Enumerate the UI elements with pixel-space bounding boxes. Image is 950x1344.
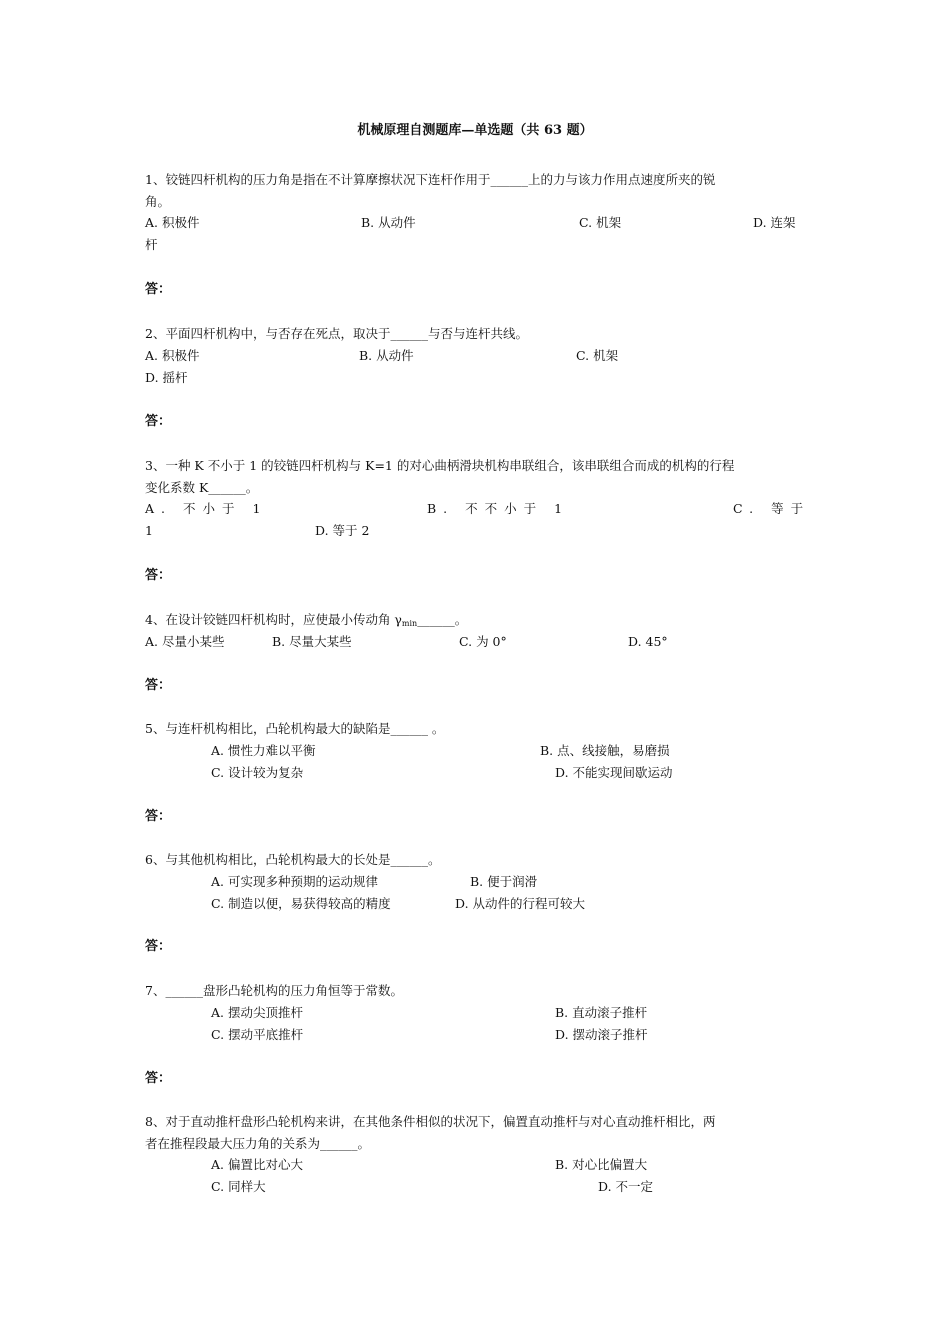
q6-option-d: D. 从动件的行程可较大 — [455, 896, 586, 911]
q4-option-b: B. 尽量大某些 — [272, 634, 352, 649]
q2-option-b: B. 从动件 — [359, 348, 414, 363]
q7-option-d: D. 摆动滚子推杆 — [555, 1027, 648, 1042]
q7-option-b: B. 直动滚子推杆 — [555, 1005, 648, 1020]
q8-stem-line2: 者在推程段最大压力角的关系为______。 — [145, 1136, 371, 1151]
q7-option-a: A. 摆动尖顶推杆 — [211, 1005, 303, 1020]
q4-answer-label: 答： — [145, 678, 172, 693]
q3-option-c: C. 等于 — [733, 501, 811, 516]
q8-stem-line1: 8、对于直动推杆盘形凸轮机构来讲，在其他条件相似的状况下，偏置直动推杆与对心直动推杆相比，两 — [145, 1114, 716, 1129]
q2-answer-label: 答： — [145, 414, 172, 429]
q5-stem-line1: 5、与连杆机构相比，凸轮机构最大的缺陷是______ 。 — [145, 721, 445, 736]
q1-stem-line2: 角。 — [145, 194, 171, 209]
q2-stem-line1: 2、平面四杆机构中，与否存在死点，取决于______与否与连杆共线。 — [145, 326, 528, 341]
q7-answer-label: 答： — [145, 1071, 172, 1086]
q6-stem-line1: 6、与其他机构相比，凸轮机构最大的长处是______。 — [145, 852, 441, 867]
q3-option-c-wrap: 1 — [145, 523, 153, 538]
q1-option-b: B. 从动件 — [361, 215, 416, 230]
q2-option-c: C. 机架 — [576, 348, 619, 363]
q1-option-d-wrap: 杆 — [145, 237, 158, 252]
q7-stem-line1: 7、______盘形凸轮机构的压力角恒等于常数。 — [145, 983, 403, 998]
q8-option-a: A. 偏置比对心大 — [211, 1157, 303, 1172]
q6-option-b: B. 便于润滑 — [470, 874, 538, 889]
q8-option-c: C. 同样大 — [211, 1179, 266, 1194]
q5-option-b: B. 点、线接触，易磨损 — [540, 743, 670, 758]
q4-stem-suffix: ______。 — [417, 612, 468, 627]
q3-option-b: B. 不不小于 1 — [427, 501, 570, 516]
q4-option-a: A. 尽量小某些 — [145, 634, 225, 649]
q3-answer-label: 答： — [145, 568, 172, 583]
q3-option-a: A. 不小于 1 — [145, 501, 268, 516]
q1-option-c: C. 机架 — [579, 215, 622, 230]
q4-option-d: D. 45° — [628, 634, 668, 649]
q7-option-c: C. 摆动平底推杆 — [211, 1027, 304, 1042]
q4-option-c: C. 为 0° — [459, 634, 507, 649]
q3-option-d: D. 等于 2 — [315, 523, 370, 538]
q3-stem-line2: 变化系数 K______。 — [145, 480, 259, 495]
q1-answer-label: 答： — [145, 282, 172, 297]
q1-stem-line1: 1、铰链四杆机构的压力角是指在不计算摩擦状况下连杆作用于______上的力与该力作用点速度所夹的锐 — [145, 172, 716, 187]
q6-answer-label: 答： — [145, 939, 172, 954]
q2-option-a: A. 积极件 — [145, 348, 200, 363]
q1-option-a: A. 积极件 — [145, 215, 200, 230]
q6-option-a: A. 可实现多种预期的运动规律 — [211, 874, 378, 889]
q5-option-c: C. 设计较为复杂 — [211, 765, 304, 780]
q5-option-a: A. 惯性力难以平衡 — [211, 743, 316, 758]
document-title: 机械原理自测题库—单选题（共 63 题） — [357, 123, 593, 138]
q5-answer-label: 答： — [145, 809, 172, 824]
q3-stem-line1: 3、一种 K 不小于 1 的铰链四杆机构与 K=1 的对心曲柄滑块机构串联组合，该串联组合而成的机构的行程 — [145, 458, 735, 473]
q8-option-b: B. 对心比偏置大 — [555, 1157, 648, 1172]
q4-stem-subscript: min — [401, 619, 418, 628]
q1-option-d: D. 连架 — [753, 215, 796, 230]
q2-option-d: D. 摇杆 — [145, 370, 188, 385]
q8-option-d: D. 不一定 — [598, 1179, 654, 1194]
q4-stem-prefix: 4、在设计铰链四杆机构时，应使最小传动角 γ — [145, 612, 402, 627]
q5-option-d: D. 不能实现间歇运动 — [555, 765, 673, 780]
q6-option-c: C. 制造以便，易获得较高的精度 — [211, 896, 391, 911]
